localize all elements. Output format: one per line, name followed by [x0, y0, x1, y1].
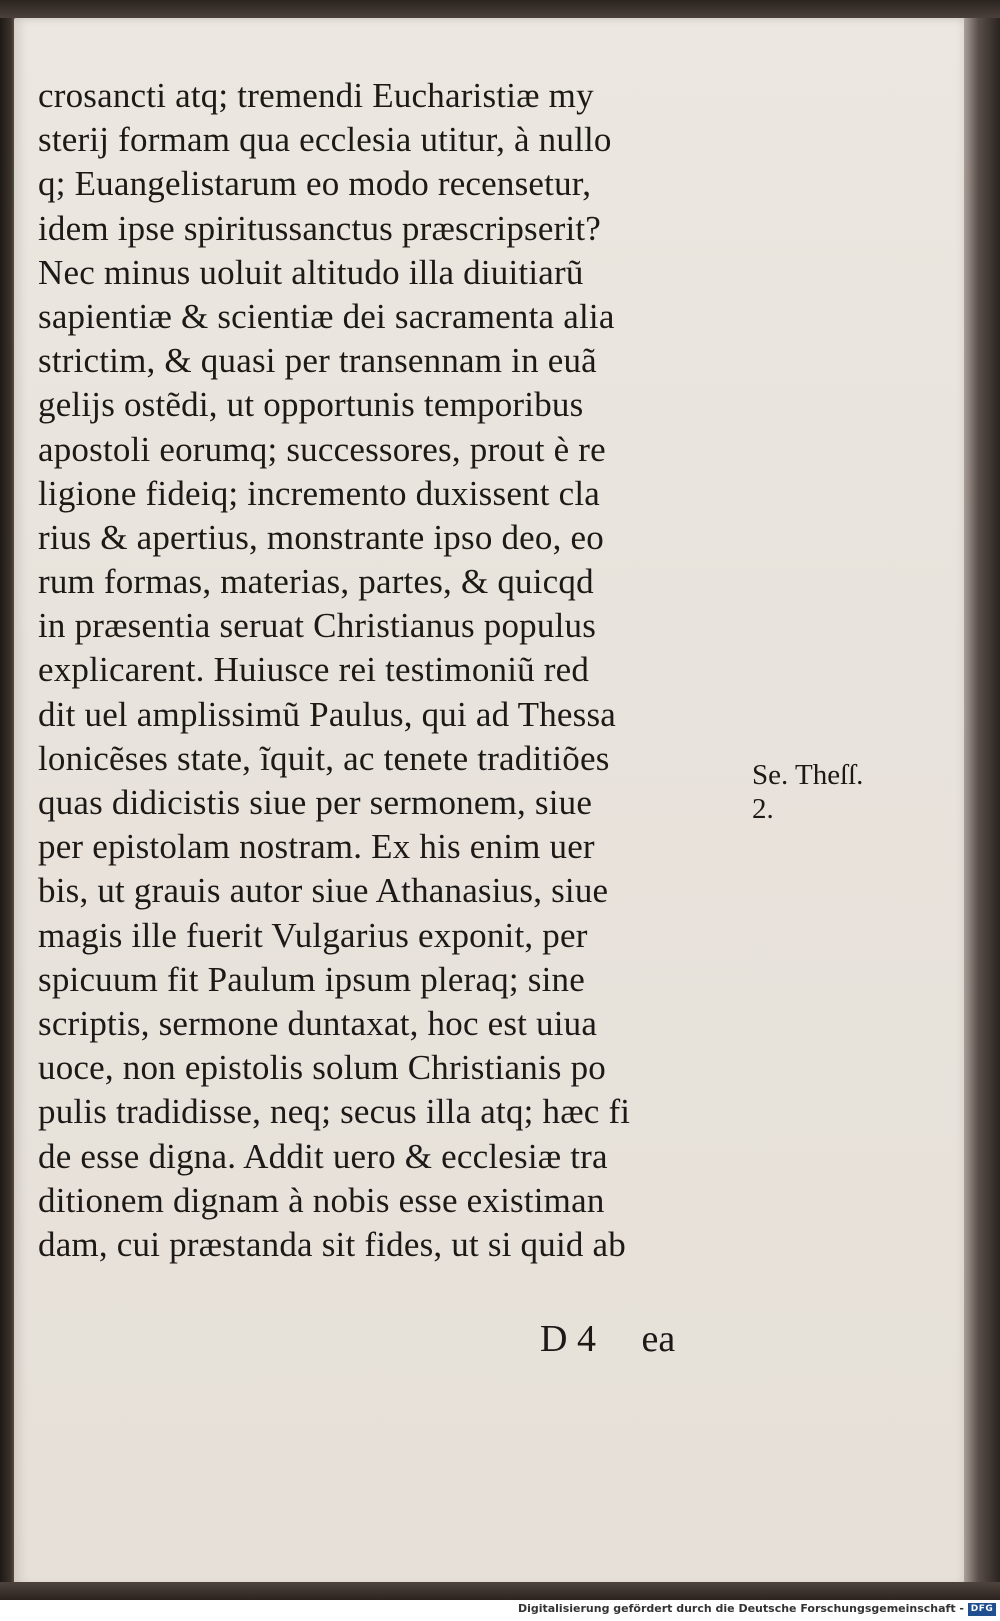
dfg-logo: DFG — [968, 1603, 996, 1616]
text-line: magis ille fuerit Vulgarius exponit, per — [38, 915, 588, 955]
catchword: ea — [641, 1318, 676, 1360]
marginal-note — [752, 758, 863, 826]
text-line: q; Euangelistarum eo modo recensetur, — [38, 164, 592, 204]
text-line: crosancti atq; tremendi Eucharistiæ my — [38, 76, 594, 115]
text-line: gelijs ostẽdi, ut opportunis temporibus — [38, 385, 584, 425]
signature-catchword-line — [540, 1317, 675, 1361]
text-line: uoce, non epistolis solum Christianis po — [38, 1048, 606, 1088]
text-line: bis, ut grauis autor siue Athanasius, siue — [38, 871, 609, 911]
text-line: apostoli eorumq; successores, prout è re — [38, 429, 606, 469]
text-line: ligione fideiq; incremento duxissent cla — [38, 473, 601, 513]
book-right-edge — [964, 18, 1000, 1586]
text-line: explicarent. Huiusce rei testimoniũ red — [38, 650, 590, 690]
text-line: sapientiæ & scientiæ dei sacramenta alia — [38, 296, 615, 336]
text-line: strictim, & quasi per transennam in euã — [38, 341, 597, 381]
main-text-block — [38, 74, 750, 1267]
book-bottom-edge — [0, 1582, 1000, 1600]
text-line: dit uel amplissimũ Paulus, qui ad Thessa — [38, 694, 617, 734]
text-line: ditionem dignam à nobis esse existiman — [38, 1180, 605, 1220]
text-line: de esse digna. Addit uero & ecclesiæ tra — [38, 1136, 608, 1176]
signature-mark: D 4 — [540, 1318, 596, 1360]
text-line: lonicẽses state, ĩquit, ac tenete traditiões — [38, 738, 610, 778]
text-line: scriptis, sermone duntaxat, hoc est uiua — [38, 1003, 598, 1043]
text-line: pulis tradidisse, neq; secus illa atq; hæc fi — [38, 1092, 631, 1132]
footer-credit: Digitalisierung gefördert durch die Deutsche Forschungsgemeinschaft - — [517, 1602, 964, 1615]
marginal-note-chapter: 2. — [752, 793, 774, 825]
text-line: rius & apertius, monstrante ipso deo, eo — [38, 517, 604, 557]
text-line: Nec minus uoluit altitudo illa diuitiarũ — [38, 252, 584, 292]
text-line: per epistolam nostram. Ex his enim uer — [38, 827, 595, 867]
marginal-note-ref: Se. Theſſ. — [752, 759, 864, 791]
text-line: rum formas, materias, partes, & quicqd — [38, 562, 594, 602]
text-line: in præsentia seruat Christianus populus — [38, 606, 597, 646]
text-line: spicuum fit Paulum ipsum pleraq; sine — [38, 959, 585, 999]
text-line: sterij formam qua ecclesia utitur, à nullo — [38, 120, 612, 160]
book-top-edge — [0, 0, 1000, 20]
text-line: dam, cui præstanda sit fides, ut si quid ab — [38, 1224, 626, 1264]
text-line: quas didicistis siue per sermonem, siue — [38, 783, 593, 822]
text-line: idem ipse spiritussanctus præscripserit? — [38, 208, 602, 248]
